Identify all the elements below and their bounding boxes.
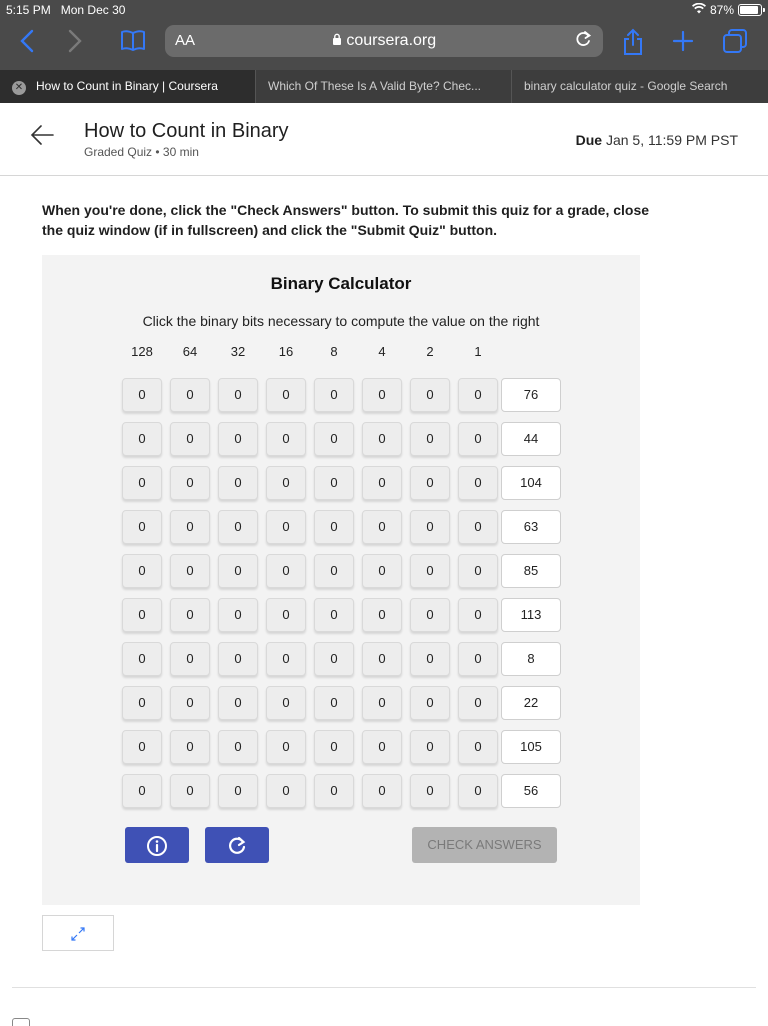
bit-toggle-button[interactable]: 0 — [122, 510, 162, 544]
place-value-label: 16 — [278, 344, 294, 359]
bit-toggle-button[interactable]: 0 — [362, 774, 402, 808]
bit-toggle-button[interactable]: 0 — [314, 730, 354, 764]
bit-toggle-button[interactable]: 0 — [362, 554, 402, 588]
place-value-label: 1 — [474, 344, 482, 359]
bit-toggle-button[interactable]: 0 — [458, 730, 498, 764]
reader-options-button[interactable]: AA — [175, 32, 196, 49]
bit-toggle-button[interactable]: 0 — [122, 554, 162, 588]
bit-toggle-button[interactable]: 0 — [458, 510, 498, 544]
bit-toggle-button[interactable]: 0 — [170, 422, 210, 456]
target-value: 56 — [501, 774, 561, 808]
bit-toggle-button[interactable]: 0 — [266, 774, 306, 808]
bit-toggle-button[interactable]: 0 — [170, 642, 210, 676]
bit-toggle-button[interactable]: 0 — [218, 510, 258, 544]
bit-toggle-button[interactable]: 0 — [410, 642, 450, 676]
bit-toggle-button[interactable]: 0 — [170, 554, 210, 588]
back-arrow-icon[interactable] — [28, 121, 56, 157]
bit-toggle-button[interactable]: 0 — [410, 510, 450, 544]
bit-toggle-button[interactable]: 0 — [218, 730, 258, 764]
reset-button[interactable] — [205, 827, 269, 863]
bit-toggle-button[interactable]: 0 — [362, 422, 402, 456]
bit-toggle-button[interactable]: 0 — [362, 510, 402, 544]
bit-toggle-button[interactable]: 0 — [122, 774, 162, 808]
new-tab-icon[interactable] — [672, 28, 694, 61]
bit-toggle-button[interactable]: 0 — [218, 598, 258, 632]
due-date: Due Jan 5, 11:59 PM PST — [575, 132, 738, 148]
bit-toggle-button[interactable]: 0 — [458, 554, 498, 588]
bit-toggle-button[interactable]: 0 — [314, 642, 354, 676]
tab-google-search[interactable]: binary calculator quiz - Google Search — [524, 79, 728, 93]
fullscreen-button[interactable] — [42, 915, 114, 951]
place-value-label: 128 — [131, 344, 153, 359]
bit-toggle-button[interactable]: 0 — [266, 598, 306, 632]
bit-toggle-button[interactable]: 0 — [314, 774, 354, 808]
target-value: 8 — [501, 642, 561, 676]
bit-toggle-button[interactable]: 0 — [218, 642, 258, 676]
bit-toggle-button[interactable]: 0 — [314, 554, 354, 588]
place-value-label: 8 — [330, 344, 338, 359]
bit-toggle-button[interactable]: 0 — [170, 598, 210, 632]
target-value: 22 — [501, 686, 561, 720]
bit-toggle-button[interactable]: 0 — [314, 422, 354, 456]
place-value-label: 2 — [426, 344, 434, 359]
bit-toggle-button[interactable]: 0 — [314, 466, 354, 500]
bit-toggle-button[interactable]: 0 — [362, 466, 402, 500]
bit-toggle-button[interactable]: 0 — [218, 466, 258, 500]
browser-toolbar — [0, 20, 768, 70]
bit-toggle-button[interactable]: 0 — [362, 598, 402, 632]
quiz-instructions: When you're done, click the "Check Answers" button. To submit this quiz for a grade, close the quiz window (if in fullscreen) and click the "Submit Quiz" button. — [42, 202, 650, 238]
bit-toggle-button[interactable]: 0 — [314, 510, 354, 544]
status-time: 5:15 PM Mon Dec 30 — [6, 3, 126, 17]
bit-toggle-button[interactable]: 0 — [122, 730, 162, 764]
target-value: 85 — [501, 554, 561, 588]
binary-calculator — [42, 255, 640, 905]
calculator-instruction: Click the binary bits necessary to compute the value on the right — [142, 313, 540, 329]
status-right — [692, 3, 762, 17]
reload-icon[interactable] — [573, 29, 593, 54]
bit-toggle-button[interactable]: 0 — [122, 466, 162, 500]
bit-toggle-button[interactable]: 0 — [458, 686, 498, 720]
bit-toggle-button[interactable]: 0 — [122, 686, 162, 720]
bit-toggle-button[interactable]: 0 — [218, 378, 258, 412]
bit-toggle-button[interactable]: 0 — [122, 422, 162, 456]
bit-toggle-button[interactable]: 0 — [122, 378, 162, 412]
page-title: How to Count in Binary — [84, 120, 289, 142]
bit-toggle-button[interactable]: 0 — [170, 774, 210, 808]
bit-toggle-button[interactable]: 0 — [410, 554, 450, 588]
bit-toggle-button[interactable]: 0 — [266, 510, 306, 544]
bit-toggle-button[interactable]: 0 — [266, 422, 306, 456]
honor-code-row — [12, 1016, 756, 1026]
target-value: 76 — [501, 378, 561, 412]
refresh-icon — [226, 834, 248, 856]
target-value: 104 — [501, 466, 561, 500]
status-bar — [0, 0, 768, 20]
honor-code-checkbox[interactable] — [12, 1018, 30, 1026]
bit-toggle-button[interactable]: 0 — [170, 510, 210, 544]
share-icon[interactable] — [622, 28, 644, 63]
bit-toggle-button[interactable]: 0 — [170, 466, 210, 500]
url-text: coursera.org — [165, 32, 603, 50]
bit-toggle-button[interactable]: 0 — [458, 774, 498, 808]
battery-icon — [738, 4, 762, 16]
wifi-icon — [692, 3, 706, 17]
lock-icon — [332, 32, 342, 49]
bit-toggle-button[interactable]: 0 — [410, 598, 450, 632]
bit-toggle-button[interactable]: 0 — [218, 554, 258, 588]
bit-toggle-button[interactable]: 0 — [410, 730, 450, 764]
bit-toggle-button[interactable]: 0 — [170, 378, 210, 412]
bit-toggle-button[interactable]: 0 — [410, 686, 450, 720]
bit-toggle-button[interactable]: 0 — [458, 642, 498, 676]
forward-chevron-icon[interactable] — [66, 28, 84, 61]
bit-toggle-button[interactable]: 0 — [218, 422, 258, 456]
bit-toggle-button[interactable]: 0 — [122, 642, 162, 676]
bit-toggle-button[interactable]: 0 — [362, 686, 402, 720]
calculator-title: Binary Calculator — [270, 274, 412, 293]
bit-toggle-button[interactable]: 0 — [362, 642, 402, 676]
bit-toggle-button[interactable]: 0 — [266, 686, 306, 720]
close-tab-icon[interactable]: ✕ — [12, 81, 26, 95]
bit-toggle-button[interactable]: 0 — [218, 686, 258, 720]
bit-toggle-button[interactable]: 0 — [266, 554, 306, 588]
address-bar[interactable] — [165, 25, 603, 57]
bit-toggle-button[interactable]: 0 — [410, 422, 450, 456]
bit-toggle-button[interactable]: 0 — [410, 378, 450, 412]
bit-toggle-button[interactable]: 0 — [314, 686, 354, 720]
bit-toggle-button[interactable]: 0 — [266, 466, 306, 500]
quiz-subtitle: Graded Quiz • 30 min — [84, 145, 199, 159]
place-value-label: 4 — [378, 344, 386, 359]
bit-toggle-button[interactable]: 0 — [458, 598, 498, 632]
bit-toggle-button[interactable]: 0 — [458, 378, 498, 412]
bit-toggle-button[interactable]: 0 — [122, 598, 162, 632]
bit-toggle-button[interactable]: 0 — [458, 422, 498, 456]
target-value: 105 — [501, 730, 561, 764]
check-answers-button[interactable]: CHECK ANSWERS — [412, 827, 557, 863]
target-value: 113 — [501, 598, 561, 632]
bit-toggle-button[interactable]: 0 — [410, 466, 450, 500]
place-value-label: 32 — [230, 344, 246, 359]
expand-icon — [70, 925, 86, 941]
bit-toggle-button[interactable]: 0 — [362, 730, 402, 764]
bit-toggle-button[interactable]: 0 — [314, 598, 354, 632]
bit-toggle-button[interactable]: 0 — [410, 774, 450, 808]
place-value-label: 64 — [182, 344, 198, 359]
info-icon — [146, 834, 168, 856]
browser-tab-bar — [0, 70, 768, 103]
bit-toggle-button[interactable]: 0 — [266, 730, 306, 764]
bit-toggle-button[interactable]: 0 — [362, 378, 402, 412]
bit-toggle-button[interactable]: 0 — [458, 466, 498, 500]
target-value: 44 — [501, 422, 561, 456]
bit-toggle-button[interactable]: 0 — [170, 730, 210, 764]
bookmarks-icon[interactable] — [120, 28, 146, 59]
tab-valid-byte[interactable]: Which Of These Is A Valid Byte? Chec... — [256, 70, 512, 103]
tab-how-to-count-in-binary[interactable]: ✕ How to Count in Binary | Coursera — [0, 70, 256, 103]
bit-toggle-button[interactable]: 0 — [266, 642, 306, 676]
battery-percent: 87% — [709, 3, 734, 17]
back-chevron-icon[interactable] — [18, 28, 36, 61]
bit-toggle-button[interactable]: 0 — [218, 774, 258, 808]
bit-toggle-button[interactable]: 0 — [266, 378, 306, 412]
bit-toggle-button[interactable]: 0 — [170, 686, 210, 720]
quiz-header — [0, 103, 768, 176]
info-button[interactable] — [125, 827, 189, 863]
tabs-overview-icon[interactable] — [722, 28, 748, 61]
target-value: 63 — [501, 510, 561, 544]
bit-toggle-button[interactable]: 0 — [314, 378, 354, 412]
browser-chrome — [0, 0, 768, 70]
divider — [12, 987, 756, 988]
